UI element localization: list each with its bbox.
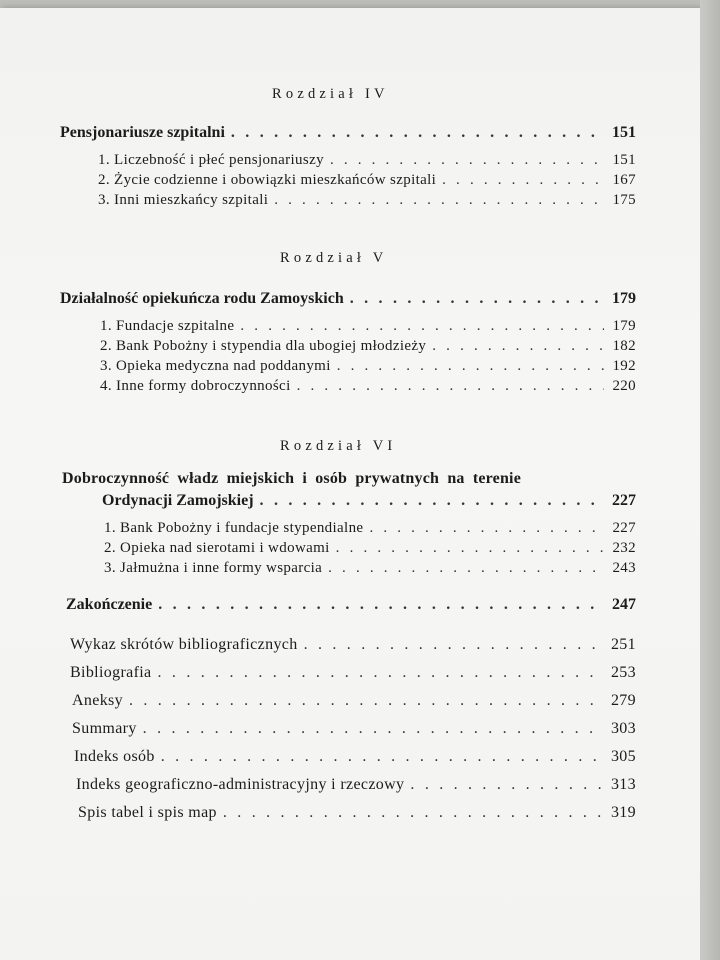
back-matter-entry [78,804,636,822]
page-number: 179 [612,290,636,307]
section-title: 1. Bank Pobożny i fundacje stypendialne [104,520,364,536]
back-matter-entry [72,720,636,738]
page-number: 279 [610,692,636,709]
page-number: 232 [612,540,636,556]
toc-entry [98,172,636,189]
leader-dots [410,776,603,794]
closing-entry [66,596,636,614]
section-title: 3. Inni mieszkańcy szpitali [98,192,269,208]
leader-dots [231,124,604,142]
toc-entry [100,318,636,335]
leader-dots [143,720,603,738]
page-number: 192 [612,358,636,374]
leader-dots [432,338,604,355]
closing-title: Zakończenie [66,596,153,613]
back-matter-entry [74,748,636,766]
section-title: 1. Liczebność i płeć pensjonariuszy [98,152,324,168]
leader-dots [240,318,604,335]
chapter-title: Pensjonariusze szpitalni [60,124,225,141]
toc-entry [100,378,636,395]
leader-dots [260,492,604,510]
page-number: 227 [612,520,636,536]
page-edge [700,0,720,960]
leader-dots [274,192,604,209]
back-matter-title: Indeks geograficzno-administracyjny i rzeczowy [76,776,405,793]
chapter-heading: Rozdział V [280,250,388,266]
chapter-heading: Rozdział IV [272,86,389,102]
chapter-title: Działalność opiekuńcza rodu Zamoyskich [60,290,344,307]
leader-dots [223,804,603,822]
leader-dots [328,560,604,577]
toc-entry [104,540,636,557]
page-number: 167 [612,172,636,188]
back-matter-title: Bibliografia [70,664,152,681]
back-matter-title: Aneksy [72,692,123,709]
page-number: 319 [610,804,636,821]
chapter-title-entry [60,290,636,308]
section-title: 3. Opieka medyczna nad poddanymi [100,358,331,374]
leader-dots [297,378,605,395]
page-number: 305 [610,748,636,765]
toc-entry [100,338,636,355]
chapter-title-entry [102,492,636,510]
toc-entry [98,152,636,169]
section-title: 2. Opieka nad sierotami i wdowami [104,540,330,556]
page-number: 151 [612,152,636,168]
page-number: 253 [610,664,636,681]
back-matter-entry [76,776,636,794]
leader-dots [350,290,604,308]
page-number: 247 [612,596,636,613]
toc-entry [104,560,636,577]
page-number: 175 [612,192,636,208]
leader-dots [304,636,603,654]
back-matter-entry [70,636,636,654]
back-matter-title: Wykaz skrótów bibliograficznych [70,636,298,653]
book-page [0,8,700,960]
back-matter-entry [72,692,636,710]
toc-entry [100,358,636,375]
toc-entry [104,520,636,537]
leader-dots [158,596,604,614]
leader-dots [330,152,605,169]
leader-dots [161,748,603,766]
section-title: 1. Fundacje szpitalne [100,318,235,334]
leader-dots [129,692,603,710]
toc-entry [98,192,636,209]
page-number: 303 [610,720,636,737]
page-number: 151 [612,124,636,141]
page-number: 179 [612,318,636,334]
leader-dots [337,358,605,375]
page-number: 182 [612,338,636,354]
chapter-heading: Rozdział VI [280,438,397,454]
back-matter-title: Indeks osób [74,748,155,765]
chapter-title: Ordynacji Zamojskiej [102,492,254,509]
chapter-title-line: Dobroczynność władz miejskich i osób prywatnych na terenie [62,470,522,487]
leader-dots [442,172,604,189]
back-matter-title: Spis tabel i spis map [78,804,217,821]
page-number: 251 [610,636,636,653]
back-matter-title: Summary [72,720,137,737]
leader-dots [336,540,605,557]
chapter-title-entry [60,124,636,142]
page-number: 220 [612,378,636,394]
page-number: 313 [610,776,636,793]
leader-dots [369,520,604,537]
leader-dots [158,664,603,682]
page-number: 227 [612,492,636,509]
page-number: 243 [612,560,636,576]
back-matter-entry [70,664,636,682]
section-title: 4. Inne formy dobroczynności [100,378,291,394]
section-title: 3. Jałmużna i inne formy wsparcia [104,560,323,576]
section-title: 2. Bank Pobożny i stypendia dla ubogiej młodzieży [100,338,427,354]
section-title: 2. Życie codzienne i obowiązki mieszkańców szpitali [98,172,437,188]
